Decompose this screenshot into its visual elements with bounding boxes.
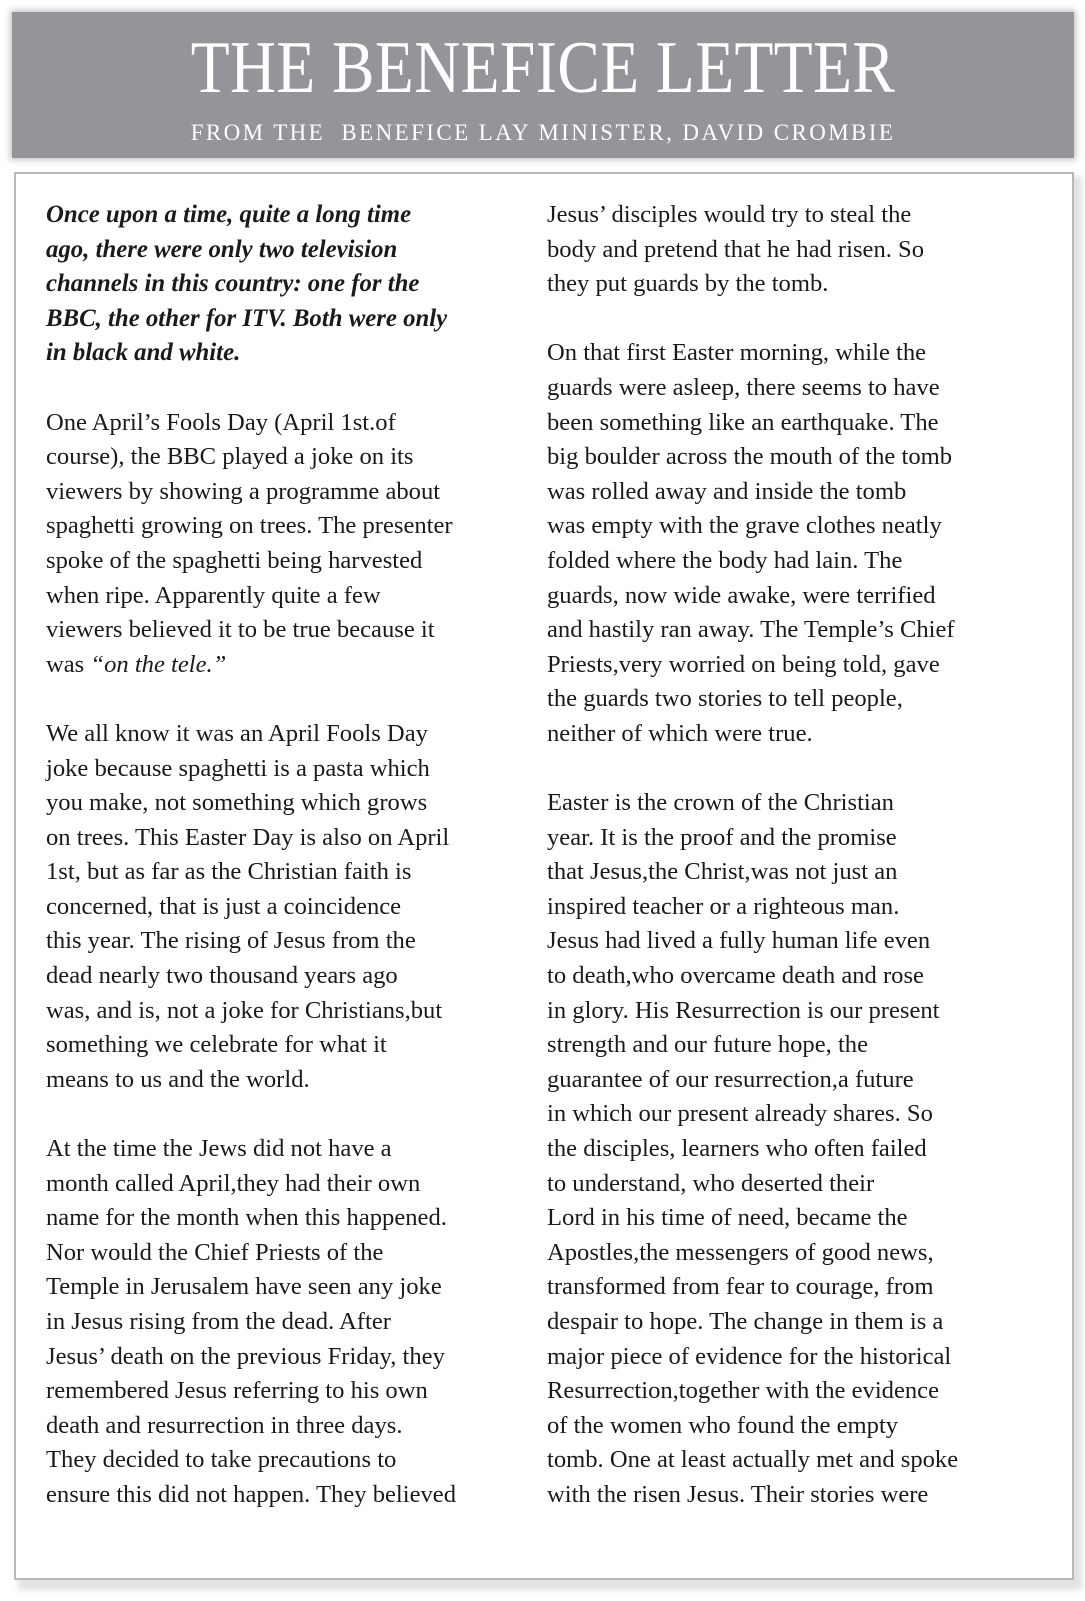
page-subtitle: FROM THE BENEFICE LAY MINISTER, DAVID CROMBIE (190, 120, 896, 145)
text-line: neither of which were true. (547, 719, 813, 747)
text-line: with the risen Jesus. Their stories were (547, 1480, 929, 1508)
text-line: Apostles,the messengers of good news, (547, 1238, 934, 1266)
paragraph-gap (46, 682, 526, 717)
text-line: and hastily ran away. The Temple’s Chief (547, 616, 955, 644)
page-title: THE BENEFICE LETTER (190, 27, 896, 109)
text-line: viewers believed it to be true because it (46, 616, 435, 644)
text-line: death and resurrection in three days. (46, 1411, 403, 1439)
text-line: Lord in his time of need, became the (547, 1204, 908, 1232)
text-line: in which our present already shares. So (547, 1100, 933, 1128)
text-line: tomb. One at least actually met and spoke (547, 1446, 959, 1474)
text-line: transformed from fear to courage, from (547, 1273, 934, 1301)
paragraph-easter-crown (547, 786, 1047, 1512)
letter-body (14, 172, 1074, 1580)
text-line: remembered Jesus referring to his own (46, 1377, 428, 1405)
quoted-phrase: “on the tele.” (90, 650, 227, 678)
text-line: means to us and the world. (46, 1065, 310, 1093)
text-line: Jesus’ disciples would try to steal the (547, 201, 912, 228)
text-line: We all know it was an April Fools Day (46, 719, 428, 747)
text-line: to death,who overcame death and rose (547, 962, 924, 990)
paragraph-chief-priests (46, 1132, 526, 1513)
text-line: in black and white. (46, 339, 241, 367)
text-line: in Jesus rising from the dead. After (46, 1308, 391, 1335)
text-line: body and pretend that he had risen. So (547, 235, 925, 263)
text-line: strength and our future hope, the (547, 1031, 868, 1059)
text-line: Resurrection,together with the evidence (547, 1377, 939, 1405)
paragraph-guards (547, 198, 1047, 302)
text-line (46, 648, 526, 683)
text-line: the guards two stories to tell people, (547, 685, 903, 713)
paragraph-gap (46, 1097, 526, 1132)
text-line: ago, there were only two television (46, 235, 398, 263)
text-line: One April’s Fools Day (April 1st.of (46, 408, 396, 436)
text-line: Once upon a time, quite a long time (46, 201, 412, 228)
text-line: spoke of the spaghetti being harvested (46, 546, 423, 574)
text-line: was, and is, not a joke for Christians,but (46, 996, 443, 1024)
text-line: name for the month when this happened. (46, 1204, 447, 1232)
text-line: spaghetti growing on trees. The presenter (46, 512, 453, 540)
text-line: BBC, the other for ITV. Both were only (46, 304, 448, 332)
intro-paragraph (46, 198, 526, 371)
text-line: Nor would the Chief Priests of the (46, 1238, 384, 1266)
text-line: At the time the Jews did not have a (46, 1135, 392, 1163)
text-line: ensure this did not happen. They believed (46, 1480, 457, 1508)
text-line: of the women who found the empty (547, 1411, 899, 1439)
text-line: to understand, who deserted their (547, 1169, 875, 1197)
text-line: when ripe. Apparently quite a few (46, 581, 381, 609)
right-column (547, 198, 1047, 1513)
paragraph-spaghetti (46, 406, 526, 648)
text-line: folded where the body had lain. The (547, 546, 903, 574)
text-line: Jesus’ death on the previous Friday, they (46, 1342, 445, 1370)
text-line: course), the BBC played a joke on its (46, 443, 414, 471)
header-banner (12, 12, 1074, 158)
text-line: viewers by showing a programme about (46, 477, 441, 505)
text-line: dead nearly two thousand years ago (46, 962, 398, 990)
text-line: the disciples, learners who often failed (547, 1135, 927, 1163)
text-line: on trees. This Easter Day is also on April (46, 823, 450, 851)
text-line: this year. The rising of Jesus from the (46, 927, 416, 955)
text-line: year. It is the proof and the promise (547, 823, 897, 851)
text-line: something we celebrate for what it (46, 1031, 387, 1059)
text-line: They decided to take precautions to (46, 1446, 397, 1474)
text-line: month called April,they had their own (46, 1169, 421, 1197)
text-line: Priests,very worried on being told, gave (547, 650, 940, 678)
text-line: major piece of evidence for the historical (547, 1342, 952, 1370)
text-line: joke because spaghetti is a pasta which (46, 754, 430, 782)
text-line: that Jesus,the Christ,was not just an (547, 858, 898, 886)
text-line: inspired teacher or a righteous man. (547, 892, 900, 920)
left-column (46, 198, 526, 1513)
text-line: 1st, but as far as the Christian faith is (46, 858, 412, 886)
text-line: guards were asleep, there seems to have (547, 373, 940, 401)
text-line: Jesus had lived a fully human life even (547, 927, 931, 955)
paragraph-easter-morning (547, 336, 1047, 751)
text-line: despair to hope. The change in them is a (547, 1308, 944, 1335)
text-line: was rolled away and inside the tomb (547, 477, 907, 505)
paragraph-gap (547, 302, 1047, 337)
text-line: guards, now wide awake, were terrified (547, 581, 936, 609)
text-line: channels in this country: one for the (46, 270, 420, 298)
text-line: big boulder across the mouth of the tomb (547, 443, 953, 471)
text-line: been something like an earthquake. The (547, 408, 939, 436)
text-line-prefix: was (46, 650, 91, 678)
paragraph-gap (547, 752, 1047, 787)
text-line: Temple in Jerusalem have seen any joke (46, 1273, 442, 1301)
text-line: guarantee of our resurrection,a future (547, 1065, 914, 1093)
text-line: Easter is the crown of the Christian (547, 789, 894, 817)
text-line: you make, not something which grows (46, 789, 428, 817)
text-line: concerned, that is just a coincidence (46, 892, 402, 920)
text-line: in glory. His Resurrection is our present (547, 996, 940, 1024)
paragraph-april-fools (46, 717, 526, 1098)
paragraph-gap (46, 371, 526, 406)
text-line: On that first Easter morning, while the (547, 339, 927, 367)
text-line: was empty with the grave clothes neatly (547, 512, 942, 540)
text-line: they put guards by the tomb. (547, 270, 829, 298)
